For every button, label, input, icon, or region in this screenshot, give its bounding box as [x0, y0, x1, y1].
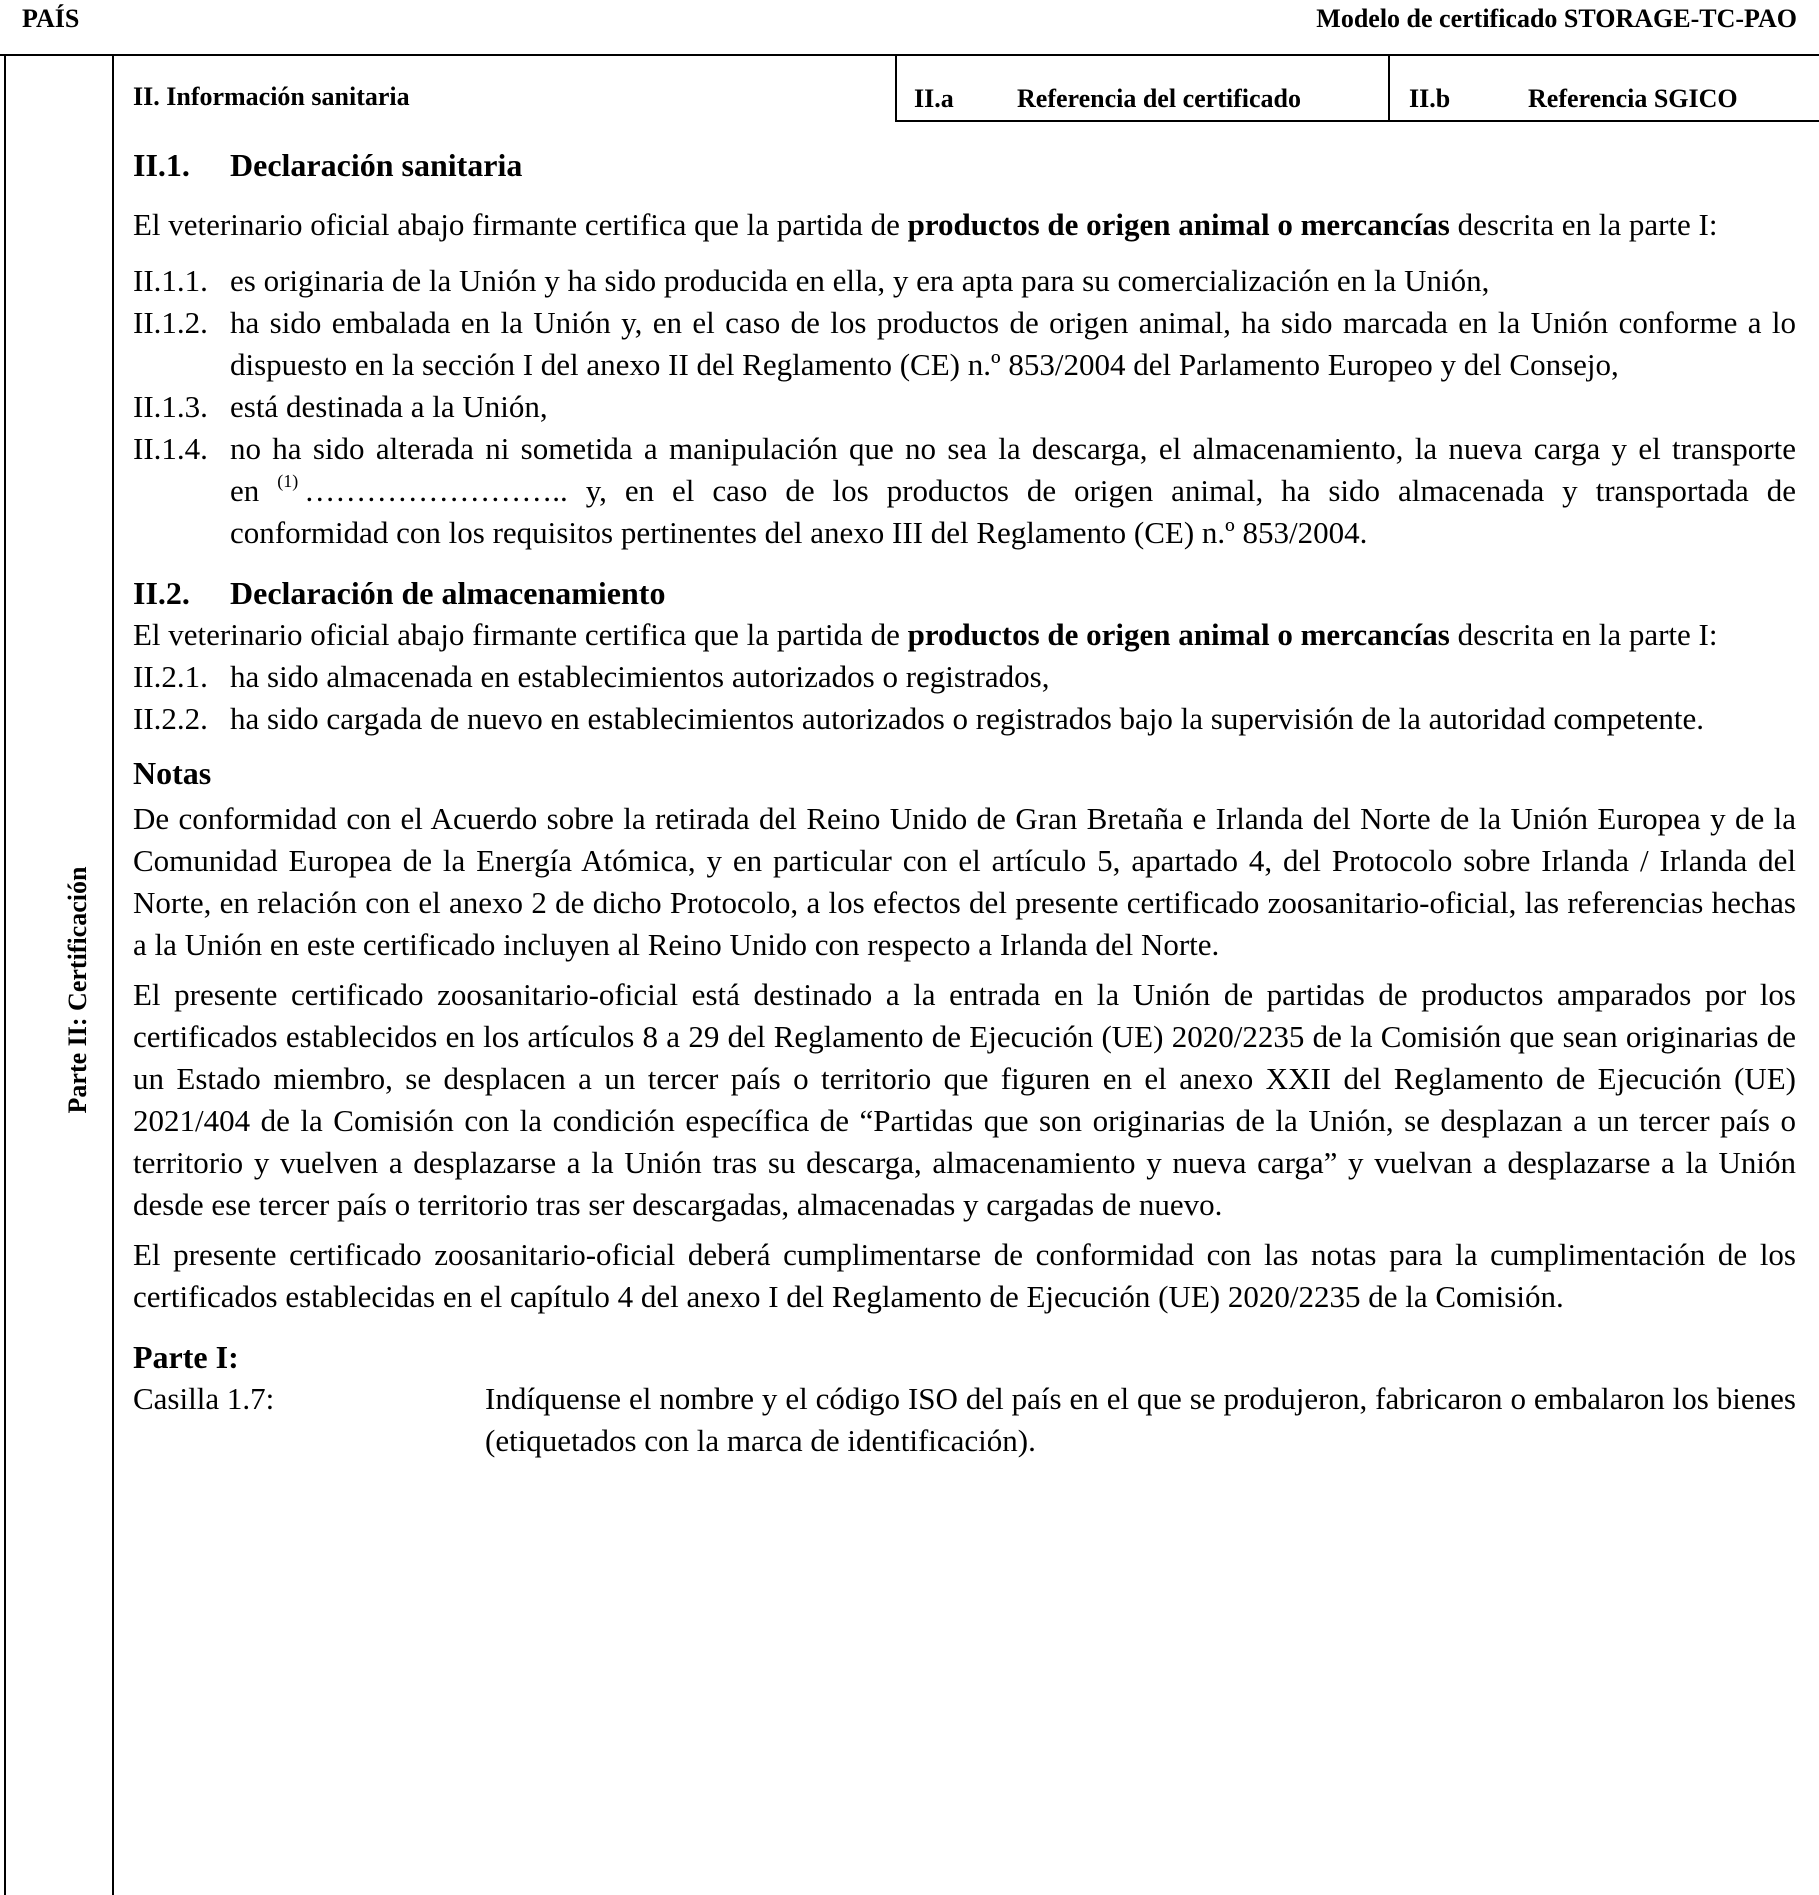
list-item: II.1.1. es originaria de la Unión y ha sido producida en ella, y era apta para su comercialización en la Unión, [133, 263, 1490, 298]
certificate-body [133, 144, 1796, 1462]
s2-title: Declaración de almacenamiento [230, 575, 666, 611]
reference-box [895, 56, 1819, 122]
ref-b-code: II.b [1409, 84, 1451, 113]
list-item: II.1.2. ha sido embalada en la Unión y, en el caso de los productos de origen animal, ha sido marcada en la Unión conforme a lo dispuesto en la sección I del anexo II del Reglamento (CE) n.º 853/2004 del Parlamento Europeo y del Consejo, [133, 305, 1796, 382]
notes-paragraph: El presente certificado zoosanitario-oficial deberá cumplimentarse de conformidad con las notas para la cumplimentación de los certificados establecidas en el capítulo 4 del anexo I del Reglamento de Ejecución (UE) 2020/2235 de la Comisión. [133, 1237, 1796, 1314]
ref-b-label: Referencia SGICO [1528, 84, 1738, 113]
s2-heading [133, 572, 1796, 614]
side-column-border [112, 54, 114, 1895]
s1-heading [133, 144, 1796, 186]
ref-a-label: Referencia del certificado [1017, 84, 1301, 113]
part1-heading: Parte I: [133, 1339, 239, 1375]
list-item: II.1.4. no ha sido alterada ni sometida a manipulación que no sea la descarga, el almacenamiento, la nueva carga y el transporte en $^{(1)}$ …………………….. y, en el caso de los productos de origen animal, ha sido almacenada y transportada de conformidad con los requisitos pertinentes del anexo III del Reglamento (CE) n.º 853/2004. [133, 431, 1796, 550]
left-border [4, 54, 6, 1895]
casilla-row [133, 1378, 1796, 1462]
s1-intro: El veterinario oficial abajo firmante certifica que la partida de productos de origen animal o mercancías descrita en la parte I: [133, 207, 1718, 242]
list-item: II.1.3. está destinada a la Unión, [133, 389, 548, 424]
casilla-text: Indíquense el nombre y el código ISO del país en el que se produjeron, fabricaron o embalaron los bienes (etiquetados con la marca de identificación). [485, 1381, 1796, 1458]
side-label: Parte II: Certificación [63, 866, 92, 1114]
s1-title: Declaración sanitaria [230, 147, 523, 183]
s2-intro: El veterinario oficial abajo firmante certifica que la partida de productos de origen animal o mercancías descrita en la parte I: [133, 617, 1718, 652]
list-item: II.2.2. ha sido cargada de nuevo en establecimientos autorizados o registrados bajo la supervisión de la autoridad competente. [133, 701, 1705, 736]
header-model: Modelo de certificado STORAGE-TC-PAO [1316, 4, 1797, 33]
s2-number: II.2. [133, 575, 190, 611]
header-country: PAÍS [22, 4, 80, 33]
s1-number: II.1. [133, 147, 190, 183]
casilla-label: Casilla 1.7: [133, 1381, 275, 1416]
list-item: II.2.1. ha sido almacenada en establecimientos autorizados o registrados, [133, 659, 1050, 694]
notes-heading: Notas [133, 755, 212, 791]
ref-a-code: II.a [914, 84, 954, 113]
notes-paragraph: El presente certificado zoosanitario-oficial está destinado a la entrada en la Unión de partidas de productos amparados por los certificados establecidos en los artículos 8 a 29 del Reglamento de Ejecución (UE) 2020/2235 de la Comisión que sean originarias de un Estado miembro, se desplacen a un tercer país o territorio que figuren en el anexo XXII del Reglamento de Ejecución (UE) 2021/404 de la Comisión con la condición específica de “Partidas que son originarias de la Unión, se desplazan a un tercer país o territorio y vuelven a desplazarse a la Unión tras su descarga, almacenamiento y nueva carga” y vuelvan a desplazarse a la Unión desde ese tercer país o territorio tras ser descargadas, almacenadas y cargadas de nuevo. [133, 977, 1796, 1222]
notes-paragraph: De conformidad con el Acuerdo sobre la retirada del Reino Unido de Gran Bretaña e Irlanda del Norte de la Unión Europea y de la Comunidad Europea de la Energía Atómica, y en particular con el artículo 5, apartado 4, del Protocolo sobre Irlanda / Irlanda del Norte, en relación con el anexo 2 de dicho Protocolo, a los efectos del presente certificado zoosanitario-oficial, las referencias hechas a la Unión en este certificado incluyen al Reino Unido con respecto a Irlanda del Norte. [133, 801, 1796, 962]
footnote-marker: (1) [277, 471, 299, 491]
section-title: II. Información sanitaria [133, 82, 410, 111]
